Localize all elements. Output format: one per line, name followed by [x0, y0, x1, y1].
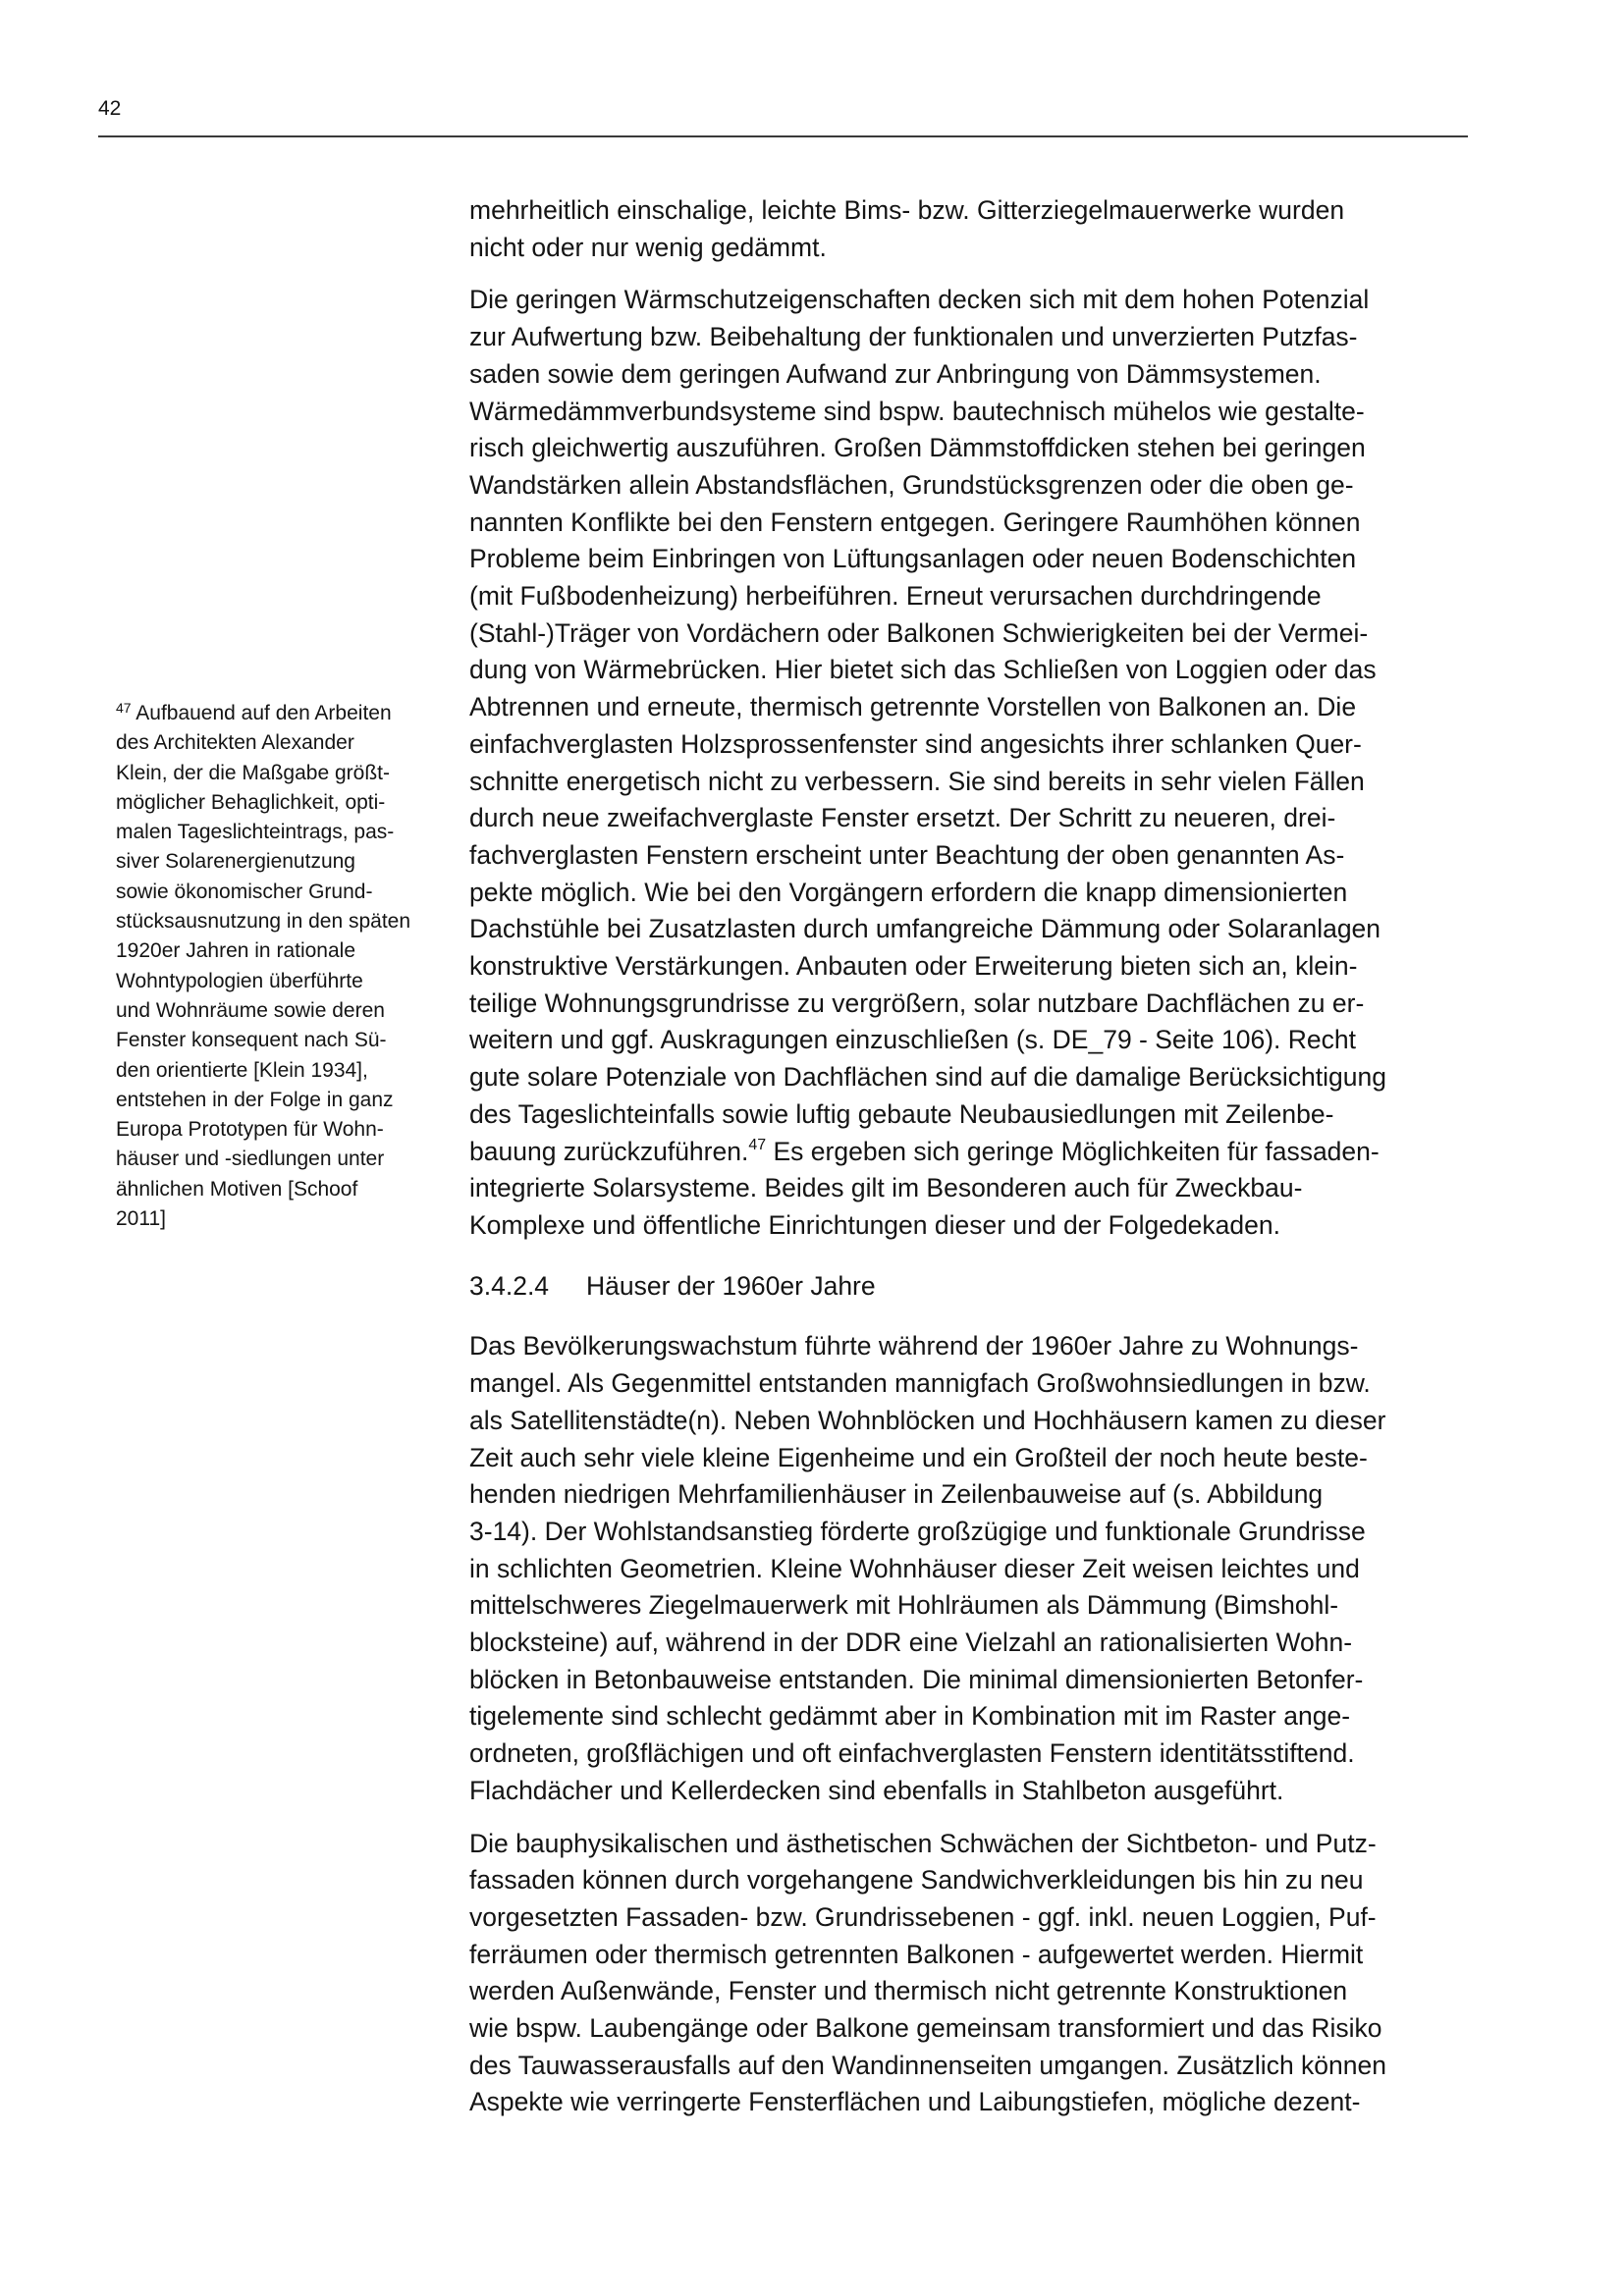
- footnote-47: [116, 699, 442, 1234]
- paragraph-1: mehrheitlich einschalige, leichte Bims- bzw. Gitterziegelmauerwerke wurden nicht oder nur wenig gedämmt.: [469, 195, 1345, 262]
- paragraph-3: Das Bevölkerungswachstum führte während der 1960er Jahre zu Wohnungs- mangel. Als Gegenmittel entstanden mannigfach Großwohnsiedlungen in bzw. als Satellitenstädte(n). Neben Wohnblöcken und Hochhäusern kamen zu dieser Zeit auch sehr viele kleine Eigenheime und ein Großteil der noch heute beste- henden niedrigen Mehrfamilienhäuser in Zeilenbauweise auf (s. Abbildung 3-14). Der Wohlstandsanstieg förderte großzügige und funktionale Grundrisse in schlichten Geometrien. Kleine Wohnhäuser dieser Zeit weisen leichtes und mittelschweres Ziegelmauerwerk mit Hohlräumen als Dämmung (Bimshohl- blocksteine) auf, während in der DDR eine Vielzahl an rationalisierten Wohn- blöcken in Betonbauweise entstanden. Die minimal dimensionierten Betonfer- tigelemente sind schlecht gedämmt aber in Kombination mit im Raster ange- ordneten, großflächigen und oft einfachverglasten Fenstern identitätsstiftend. Flachdächer und Kellerdecken sind ebenfalls in Stahlbeton ausgeführt.: [469, 1331, 1386, 1805]
- paragraph-2-text-a: Die geringen Wärmschutzeigenschaften decken sich mit dem hohen Potenzial zur Aufwertung bzw. Beibehaltung der funktionalen und unverzierten Putzfas- saden sowie dem geringen Aufwand zur Anbringung von Dämmsystemen. Wärmedämmverbundsysteme sind bspw. bautechnisch mühelos wie gestalte- risch gleichwertig auszuführen. Großen Dämmstoffdicken stehen bei geringen Wandstärken allein Abstandsflächen, Grundstücksgrenzen oder die oben ge- nannten Konflikte bei den Fenstern entgegen. Geringere Raumhöhen können Probleme beim Einbringen von Lüftungsanlagen oder neuen Bodenschichten (mit Fußbodenheizung) herbeiführen. Erneut verursachen durchdringende (Stahl-)Träger von Vordächern oder Balkonen Schwierigkeiten bei der Vermei- dung von Wärmebrücken. Hier bietet sich das Schließen von Loggien oder das Abtrennen und erneute, thermisch getrennte Vorstellen von Balkonen an. Die einfachverglasten Holzsprossenfenster sind angesichts ihrer schlanken Quer- schnitte energetisch nicht zu verbessern. Sie sind bereits in sehr vielen Fällen durch neue zweifachverglaste Fenster ersetzt. Der Schritt zu neueren, drei- fachverglasten Fenstern erscheint unter Beachtung der oben genannten As- pekte möglich. Wie bei den Vorgängern erfordern die knapp dimensionierten Dachstühle bei Zusatzlasten durch umfangreiche Dämmung oder Solaranlagen konstruktive Verstärkungen. Anbauten oder Erweiterung bieten sich an, klein- teilige Wohnungsgrundrisse zu vergrößern, solar nutzbare Dachflächen zu er- weitern und ggf. Auskragungen einzuschließen (s. DE_79 - Seite 106). Recht gute solare Potenziale von Dachflächen sind auf die damalige Berücksichtigung des Tageslichteinfalls sowie luftig gebaute Neubausiedlungen mit Zeilenbe- bauung zurückzuführen.: [469, 285, 1386, 1166]
- main-text: [469, 192, 1451, 2137]
- page-number: 42: [98, 97, 122, 120]
- footnote-text: Aufbauend auf den Arbeiten des Architekten Alexander Klein, der die Maßgabe größt- möglicher Behaglichkeit, opti- malen Tageslichteintrags, pas- siver Solarenergienutzung sowie ökonomischer Grund- stücksausnutzung in den späten 1920er Jahren in rationale Wohntypologien überführte und Wohnräume sowie deren Fenster konsequent nach Sü- den orientierte [Klein 1934], entstehen in der Folge in ganz Europa Prototypen für Wohn- häuser und -siedlungen unter ähnlichen Motiven [Schoof 2011]: [116, 702, 411, 1231]
- paragraph-2: [469, 282, 1451, 1244]
- paragraph-4: Die bauphysikalischen und ästhetischen Schwächen der Sichtbeton- und Putz- fassaden können durch vorgehangene Sandwichverkleidungen bis hin zu neu vorgesetzten Fassaden- bzw. Grundrissebenen - ggf. inkl. neuen Loggien, Puf- ferräumen oder thermisch getrennten Balkonen - aufgewertet werden. Hiermit werden Außenwände, Fenster und thermisch nicht getrennte Konstruktionen wie bspw. Laubengänge oder Balkone gemeinsam transformiert und das Risiko des Tauwasserausfalls auf den Wandinnenseiten umgangen. Zusätzlich können Aspekte wie verringerte Fensterflächen und Laibungstiefen, mögliche dezent-: [469, 1828, 1386, 2117]
- section-heading: [469, 1268, 1451, 1306]
- header-rule: [98, 135, 1468, 137]
- section-title: Häuser der 1960er Jahre: [586, 1270, 876, 1301]
- section-number: 3.4.2.4: [469, 1270, 550, 1301]
- footnote-marker: 47: [116, 700, 132, 716]
- footnote-reference-47[interactable]: 47: [748, 1136, 767, 1153]
- paragraph-2-text-b: Es ergeben sich geringe Möglichkeiten für fassaden- integrierte Solarsysteme. Beides gilt im Besonderen auch für Zweckbau- Komplexe und öffentliche Einrichtungen dieser und der Folgedekaden.: [469, 1136, 1380, 1240]
